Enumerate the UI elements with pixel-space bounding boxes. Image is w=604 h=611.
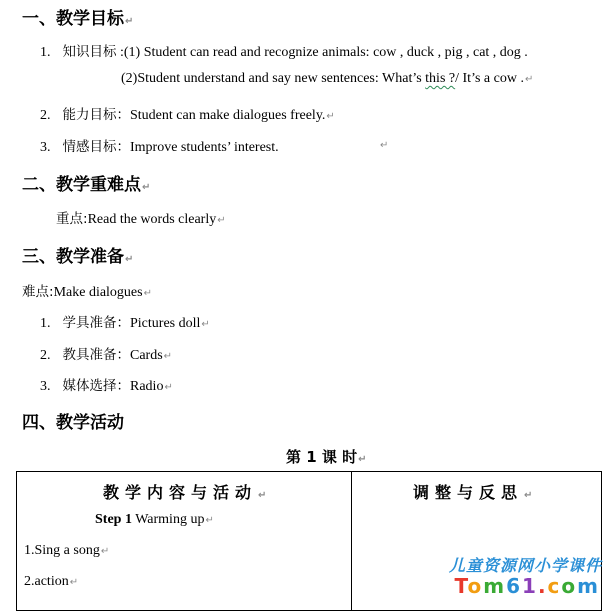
list-number: 1.: [40, 45, 51, 60]
paragraph-mark-icon: ↵: [201, 319, 210, 330]
paragraph-mark-icon: ↵: [125, 16, 134, 27]
goal-ability: 2. 能力目标：Student can make dialogues freely.↵: [40, 107, 335, 123]
column-divider: [351, 472, 352, 610]
paragraph-mark-icon: ↵: [524, 74, 534, 85]
goal-knowledge-line2: (2)Student understand and say new sentences: What’s this ?/ It’s a cow .↵: [121, 71, 534, 86]
paragraph-mark-icon: ↵: [358, 454, 367, 465]
paragraph-mark-icon: ↵: [326, 111, 335, 122]
activity-item: 1.Sing a song↵: [24, 543, 110, 558]
paragraph-mark-icon: ↵: [164, 382, 173, 393]
paragraph-mark-icon: ↵: [125, 254, 134, 265]
goal-knowledge: [40, 40, 528, 61]
watermark-text: 儿童资源网小学课件: [448, 556, 602, 575]
paragraph-mark-icon: ↵: [205, 515, 214, 526]
paragraph-mark-icon: ↵: [217, 215, 226, 226]
section-heading-objectives: 一、教学目标↵: [22, 9, 134, 29]
paragraph-mark-icon: ↵: [524, 490, 533, 501]
watermark-domain: Tom61.com: [454, 574, 600, 598]
difficulty-point: 难点:Make dialogues↵: [22, 284, 152, 300]
goal-emotion: 3. 情感目标：Improve students’ interest.: [40, 139, 279, 155]
prep-item-teacher: 2. 教具准备：Cards↵: [40, 347, 173, 363]
spellcheck-underline: this ?: [425, 71, 456, 86]
activity-item: 2.action↵: [24, 574, 79, 589]
paragraph-mark-icon: ↵: [163, 351, 173, 362]
watermark-logo: [398, 553, 604, 602]
section-heading-preparation: 三、教学准备↵: [22, 247, 134, 267]
paragraph-mark-icon: ↵: [69, 577, 79, 588]
paragraph-mark-icon: ↵: [100, 546, 110, 557]
paragraph-mark-icon: ↵: [143, 288, 152, 299]
paragraph-mark-icon: ↵: [142, 182, 151, 193]
section-heading-activities: 四、教学活动: [22, 413, 124, 433]
key-point: 重点:Read the words clearly↵: [56, 211, 226, 227]
table-header-reflection: 调整与反思↵: [413, 483, 533, 502]
prep-item-media: 3. 媒体选择：Radio↵: [40, 378, 173, 394]
table-header-content: 教学内容与活动↵: [103, 483, 267, 502]
goal-label: 知识目标: [62, 44, 117, 60]
prep-item-student: 1. 学具准备：Pictures doll↵: [40, 315, 210, 331]
goal-text: :(1) Student can read and recognize animals: cow , duck , pig , cat , dog .: [116, 45, 528, 60]
paragraph-mark-icon: ↵: [380, 140, 389, 151]
step-heading: Step 1 Warming up↵: [95, 512, 214, 527]
lesson-title: 第 1 课 时↵: [286, 448, 367, 466]
paragraph-mark-icon: ↵: [258, 490, 267, 501]
section-heading-key-points: 二、教学重难点↵: [22, 175, 151, 195]
